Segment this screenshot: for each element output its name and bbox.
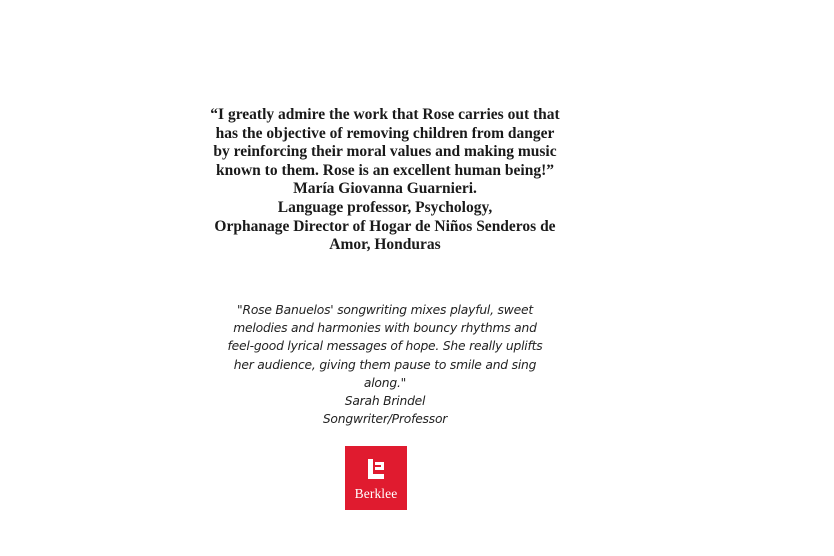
quote-line: has the objective of removing children from danger <box>215 124 555 142</box>
quote-line: her audience, giving them pause to smile and sing <box>233 357 537 372</box>
quote-line: “I greatly admire the work that Rose carries out that <box>210 106 560 123</box>
testimonial-brindel <box>200 301 570 428</box>
author-name: Sarah Brindel <box>344 394 426 409</box>
quote-line: by reinforcing their moral values and making music <box>213 143 557 161</box>
quote-line: along." <box>363 375 407 390</box>
testimonial-guarnieri <box>180 106 590 255</box>
quote-line: "Rose Banuelos' songwriting mixes playful, sweet <box>237 303 533 317</box>
author-name: María Giovanna Guarnieri. <box>293 180 477 198</box>
author-title: Orphanage Director of Hogar de Niños Senderos de <box>214 217 556 235</box>
author-title: Language professor, Psychology, <box>277 198 493 216</box>
quote-line: feel-good lyrical messages of hope. She really uplifts <box>227 339 543 354</box>
author-title: Amor, Honduras <box>329 236 441 254</box>
quote-line: melodies and harmonies with bouncy rhythms and <box>233 321 537 336</box>
berklee-logo-icon <box>368 459 384 479</box>
logo-wordmark: Berklee <box>354 486 398 501</box>
quote-line: known to them. Rose is an excellent human being!” <box>215 161 554 179</box>
author-title: Songwriter/Professor <box>322 412 448 427</box>
berklee-logo <box>345 446 407 510</box>
